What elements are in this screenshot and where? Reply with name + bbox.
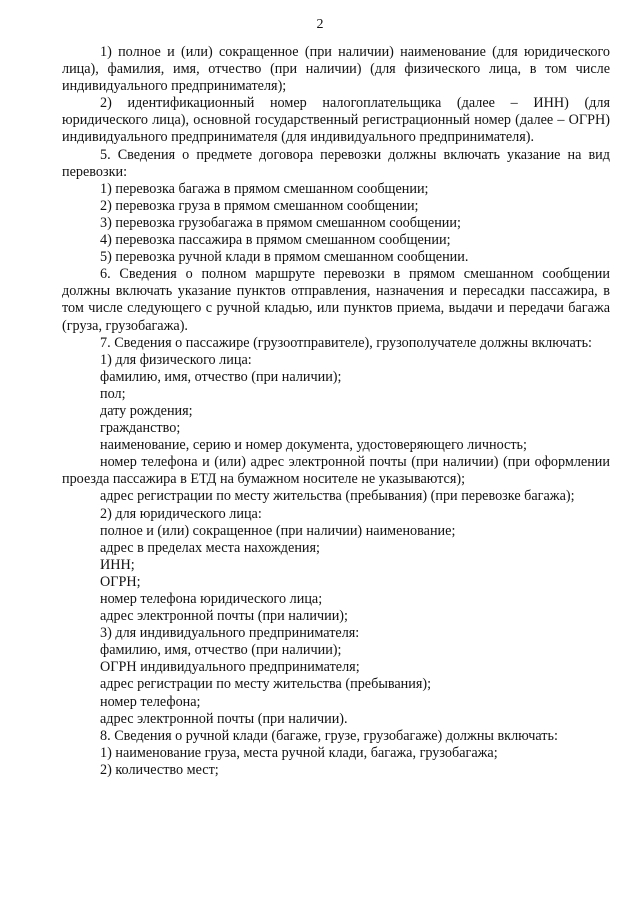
- list-line: ИНН;: [100, 556, 135, 573]
- paragraph: 5. Сведения о предмете договора перевозки должны включать указание на вид перевозки:: [62, 146, 610, 180]
- list-line: 1) перевозка багажа в прямом смешанном сообщении;: [100, 180, 429, 197]
- list-line: 3) для индивидуального предпринимателя:: [100, 625, 360, 642]
- list-line: фамилию, имя, отчество (при наличии);: [100, 368, 342, 385]
- list-line: ОГРН;: [100, 573, 141, 590]
- paragraph: 1) полное и (или) сокращенное (при наличии) наименование (для юридического лица), фамилия, имя, отчество (при наличии) (для физического лица, в том числе индивидуального предпринимателя);: [62, 44, 610, 95]
- list-line: ОГРН индивидуального предпринимателя;: [100, 659, 360, 676]
- list-line: 5) перевозка ручной клади в прямом смешанном сообщении.: [100, 249, 469, 266]
- page-number: 2: [316, 17, 324, 32]
- list-line: 2) для юридического лица:: [100, 505, 262, 522]
- list-line: адрес в пределах места нахождения;: [100, 539, 320, 556]
- list-line: дату рождения;: [100, 402, 193, 419]
- list-line: номер телефона юридического лица;: [100, 591, 323, 607]
- list-line: пол;: [100, 385, 126, 402]
- list-line: адрес электронной почты (при наличии);: [100, 608, 348, 625]
- document-body: [62, 44, 610, 779]
- paragraph: 2) идентификационный номер налогоплательщика (далее – ИНН) (для юридического лица), основной государственный регистрационный номер (далее – ОГРН) индивидуального предпринимателя (для индивидуального предпринимателя).: [62, 95, 610, 146]
- list-line: гражданство;: [100, 420, 181, 437]
- list-line: 1) для физического лица:: [100, 351, 252, 368]
- list-line: номер телефона;: [100, 693, 201, 710]
- list-line: 4) перевозка пассажира в прямом смешанном сообщении;: [100, 232, 451, 249]
- list-line: адрес регистрации по месту жительства (пребывания) (при перевозке багажа);: [100, 488, 575, 505]
- list-line: 1) наименование груза, места ручной клади, багажа, грузобагажа;: [100, 744, 498, 761]
- list-line: адрес регистрации по месту жительства (пребывания);: [100, 676, 432, 693]
- list-line: 2) количество мест;: [100, 761, 219, 778]
- paragraph: 7. Сведения о пассажире (грузоотправителе), грузополучателе должны включать:: [100, 334, 592, 351]
- list-line: 3) перевозка грузобагажа в прямом смешанном сообщении;: [100, 214, 461, 231]
- list-line: 2) перевозка груза в прямом смешанном сообщении;: [100, 197, 419, 214]
- list-line: 8. Сведения о ручной клади (багаже, грузе, грузобагаже) должны включать:: [100, 727, 558, 744]
- paragraph: номер телефона и (или) адрес электронной почты (при наличии) (при оформлении проезда пассажира в ЕТД на бумажном носителе не указываются);: [62, 454, 610, 488]
- list-line: полное и (или) сокращенное (при наличии) наименование;: [100, 522, 456, 539]
- list-line: наименование, серию и номер документа, удостоверяющего личность;: [100, 437, 527, 454]
- list-line: адрес электронной почты (при наличии).: [100, 710, 348, 727]
- list-line: фамилию, имя, отчество (при наличии);: [100, 642, 342, 659]
- paragraph: 6. Сведения о полном маршруте перевозки в прямом смешанном сообщении должны включать указание пунктов отправления, назначения и пересадки пассажира, в том числе следующего с ручной кладью, или пунктов приема, выдачи и передачи багажа (груза, грузобагажа).: [62, 266, 610, 334]
